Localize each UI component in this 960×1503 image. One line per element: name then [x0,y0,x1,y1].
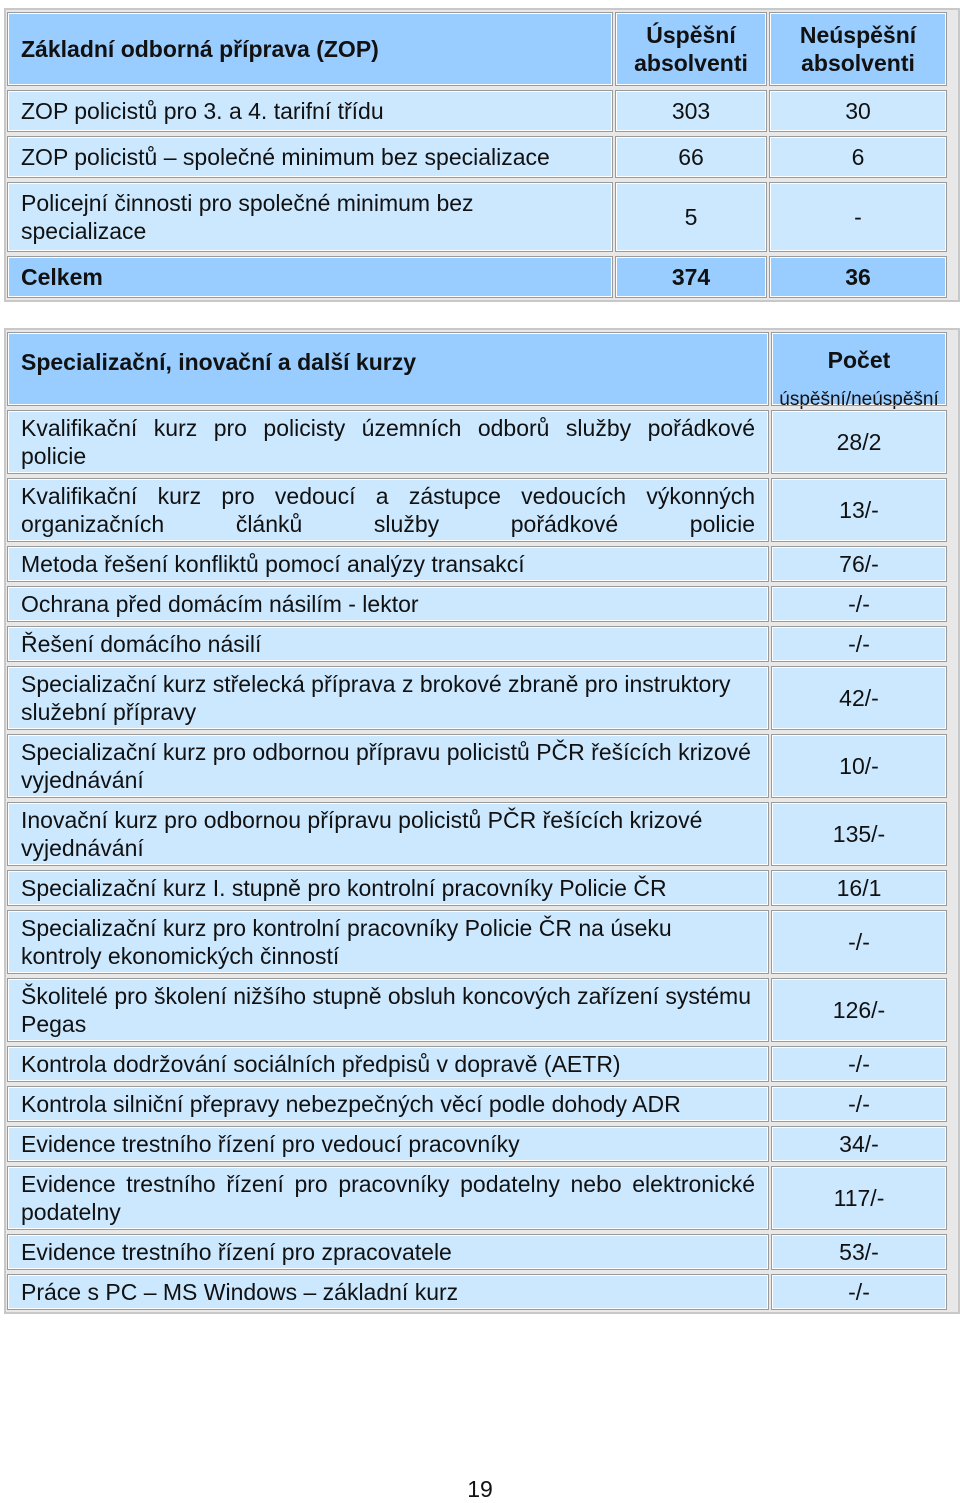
zop-row [6,180,958,254]
zop-row-fail: 30 [770,91,946,131]
courses-header-count-label: Počet [827,347,891,373]
zop-header-row [6,10,958,88]
course-label: Kontrola silniční přepravy nebezpečných věcí podle dohody ADR [8,1087,768,1121]
course-row [6,1232,958,1272]
course-value: 117/- [772,1167,946,1229]
course-row [6,1084,958,1124]
course-value: 126/- [772,979,946,1041]
course-label: Evidence trestního řízení pro zpracovatele [8,1235,768,1269]
course-value: -/- [772,1047,946,1081]
course-value: 28/2 [772,411,946,473]
course-value: 76/- [772,547,946,581]
zop-header-success: Úspěšní absolventi [616,13,766,85]
course-row [6,800,958,868]
course-label: Specializační kurz pro kontrolní pracovníky Policie ČR na úseku kontroly ekonomických činností [8,911,768,973]
course-row [6,1272,958,1312]
zop-row-fail: 6 [770,137,946,177]
zop-row-label: ZOP policistů pro 3. a 4. tarifní třídu [8,91,612,131]
course-label: Evidence trestního řízení pro pracovníky podatelny nebo elektronické podatelny [8,1167,768,1229]
course-row [6,1164,958,1232]
course-label: Evidence trestního řízení pro vedoucí pracovníky [8,1127,768,1161]
course-row [6,908,958,976]
course-label: Metoda řešení konfliktů pomocí analýzy transakcí [8,547,768,581]
zop-total-success: 374 [616,257,766,297]
zop-row-success: 5 [616,183,766,251]
course-row [6,408,958,476]
course-label: Kvalifikační kurz pro policisty územních odborů služby pořádkové policie [8,411,768,473]
course-label: Řešení domácího násilí [8,627,768,661]
zop-row-success: 66 [616,137,766,177]
zop-total-row [6,254,958,300]
course-row [6,584,958,624]
course-label: Kvalifikační kurz pro vedoucí a zástupce vedoucích výkonných organizačních článků služby pořádkové policie [8,479,768,541]
course-row [6,624,958,664]
zop-table [4,8,960,302]
zop-total-label: Celkem [8,257,612,297]
course-row [6,1044,958,1084]
course-value: -/- [772,627,946,661]
course-row [6,976,958,1044]
courses-header-row [6,330,958,408]
page-number: 19 [467,1476,493,1502]
course-label: Ochrana před domácím násilím - lektor [8,587,768,621]
courses-header-title: Specializační, inovační a další kurzy [8,333,768,405]
course-value: 13/- [772,479,946,541]
zop-row-label: Policejní činnosti pro společné minimum bez specializace [8,183,612,251]
course-value: 42/- [772,667,946,729]
course-value: 135/- [772,803,946,865]
course-label: Specializační kurz I. stupně pro kontrolní pracovníky Policie ČR [8,871,768,905]
course-value: -/- [772,1275,946,1309]
zop-row-success: 303 [616,91,766,131]
zop-row [6,134,958,180]
course-row [6,664,958,732]
course-row [6,1124,958,1164]
courses-table [4,328,960,1314]
course-label: Specializační kurz pro odbornou přípravu policistů PČR řešících krizové vyjednávání [8,735,768,797]
courses-header-count [772,333,946,410]
course-label: Inovační kurz pro odbornou přípravu policistů PČR řešících krizové vyjednávání [8,803,768,865]
course-row [6,732,958,800]
course-value: 10/- [772,735,946,797]
course-label: Specializační kurz střelecká příprava z brokové zbraně pro instruktory služební přípravy [8,667,768,729]
course-value: -/- [772,1087,946,1121]
zop-row-fail: - [770,183,946,251]
course-row [6,868,958,908]
zop-header-title: Základní odborná příprava (ZOP) [8,13,612,85]
zop-header-fail: Neúspěšní absolventi [770,13,946,85]
course-label: Práce s PC – MS Windows – základní kurz [8,1275,768,1309]
course-value: -/- [772,587,946,621]
zop-row-label: ZOP policistů – společné minimum bez specializace [8,137,612,177]
course-label: Kontrola dodržování sociálních předpisů v dopravě (AETR) [8,1047,768,1081]
zop-total-fail: 36 [770,257,946,297]
courses-header-count-sub: úspěšní/neúspěšní [779,389,939,410]
course-value: -/- [772,911,946,973]
course-value: 16/1 [772,871,946,905]
course-label: Školitelé pro školení nižšího stupně obsluh koncových zařízení systému Pegas [8,979,768,1041]
course-value: 34/- [772,1127,946,1161]
course-row [6,476,958,544]
zop-row [6,88,958,134]
course-value: 53/- [772,1235,946,1269]
course-row [6,544,958,584]
